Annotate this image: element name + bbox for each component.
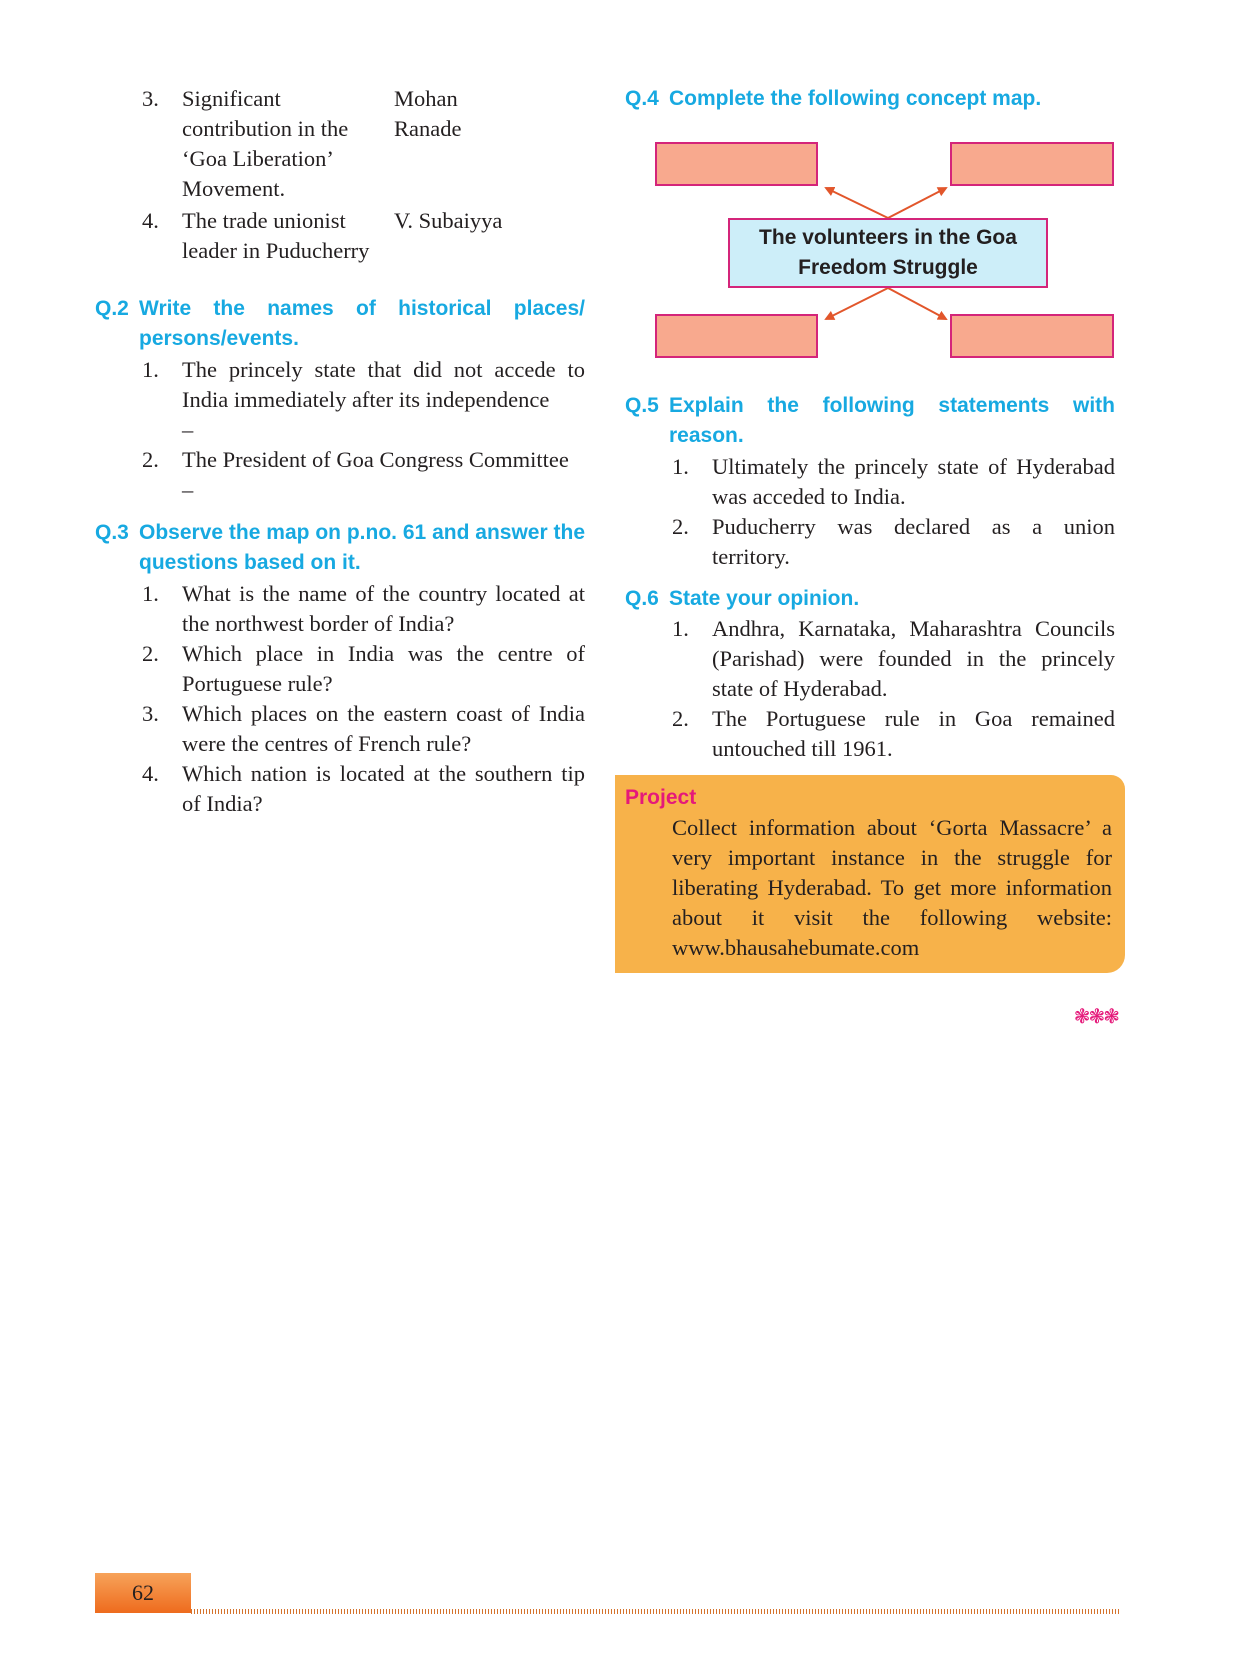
item-number: 2.: [142, 641, 159, 666]
item-text: Which place in India was the centre of Portuguese rule?: [182, 641, 585, 696]
q3-heading: [95, 518, 585, 578]
arrow-to-top-right: [888, 188, 946, 218]
list-item: [672, 512, 1115, 572]
question-title: State your opinion.: [669, 587, 860, 610]
row-text: contribution in the: [182, 116, 349, 141]
item-number: 2.: [672, 706, 689, 731]
question-number: Q.4: [625, 87, 659, 110]
item-text: Ultimately the princely state of Hyderabad was acceded to India.: [712, 454, 1115, 509]
row-number: 3.: [142, 86, 159, 111]
item-number: 1.: [672, 616, 689, 641]
item-text: Which nation is located at the southern tip of India?: [182, 761, 585, 816]
section-end-ornament: ❃❃❃: [1073, 1004, 1118, 1028]
item-number: 4.: [142, 761, 159, 786]
item-number: 1.: [142, 581, 159, 606]
center-text-line: Freedom Struggle: [798, 256, 978, 279]
question-number: Q.2: [95, 297, 129, 320]
concept-map-arrows: [0, 0, 1241, 400]
row-answer: Ranade: [394, 116, 462, 141]
list-item: [672, 614, 1115, 704]
item-text: Andhra, Karnataka, Maharashtra Councils (Parishad) were founded in the princely state of Hyderabad.: [712, 616, 1115, 701]
row-text: The trade unionist: [182, 208, 346, 233]
row-answer: Mohan: [394, 86, 458, 111]
question-number: Q.3: [95, 521, 129, 544]
project-title: Project: [625, 786, 697, 809]
arrow-to-top-left: [826, 188, 888, 218]
list-item: [142, 445, 585, 505]
question-number: Q.5: [625, 394, 659, 417]
question-title: Observe the map on p.no. 61 and answer the questions based on it.: [139, 521, 585, 574]
item-text: The princely state that did not accede to India immediately after its independence: [182, 357, 585, 412]
question-title: Complete the following concept map.: [669, 87, 1042, 110]
item-number: 2.: [142, 447, 159, 472]
item-text: The Portuguese rule in Goa remained untouched till 1961.: [712, 706, 1115, 761]
list-item: [142, 579, 585, 639]
concept-map-center: [728, 218, 1048, 288]
row-text: ‘Goa Liberation’: [182, 146, 334, 171]
list-item: [142, 699, 585, 759]
list-item: [672, 704, 1115, 764]
row-text: leader in Puducherry: [182, 238, 370, 263]
item-text: The President of Goa Congress Committee: [182, 447, 569, 472]
q6-heading: [625, 584, 1115, 614]
list-item: [142, 639, 585, 699]
item-text: Which places on the eastern coast of India were the centres of French rule?: [182, 701, 585, 756]
item-text: What is the name of the country located at the northwest border of India?: [182, 581, 585, 636]
q5-list: [672, 452, 1115, 572]
row-text: Movement.: [182, 176, 286, 201]
project-box: [615, 775, 1125, 973]
question-title: Write the names of historical places/ persons/events.: [139, 297, 585, 350]
list-item: [142, 759, 585, 819]
list-item: [672, 452, 1115, 512]
item-text: Puducherry was declared as a union territory.: [712, 514, 1115, 569]
row-text: Significant: [182, 86, 281, 111]
question-title: Explain the following statements with reason.: [669, 394, 1115, 447]
item-number: 2.: [672, 514, 689, 539]
footer-rule: [191, 1609, 1120, 1614]
q6-list: [672, 614, 1115, 764]
item-number: 1.: [142, 357, 159, 382]
page-number: 62: [95, 1573, 191, 1613]
center-text-line: The volunteers in the Goa: [759, 226, 1017, 249]
item-number: 3.: [142, 701, 159, 726]
answer-dash: –: [182, 417, 194, 442]
row-answer: V. Subaiyya: [394, 208, 503, 233]
row-number: 4.: [142, 208, 159, 233]
q5-heading: [625, 391, 1115, 451]
item-number: 1.: [672, 454, 689, 479]
q3-list: [142, 579, 585, 819]
project-text: Collect information about ‘Gorta Massacre’ a very important instance in the struggle for liberating Hyderabad. To get more information about it visit the following website: www.bhausahebumate.com: [672, 815, 1112, 960]
answer-dash: –: [182, 477, 194, 502]
question-number: Q.6: [625, 587, 659, 610]
arrow-to-bottom-left: [826, 288, 888, 319]
arrow-to-bottom-right: [888, 288, 946, 319]
